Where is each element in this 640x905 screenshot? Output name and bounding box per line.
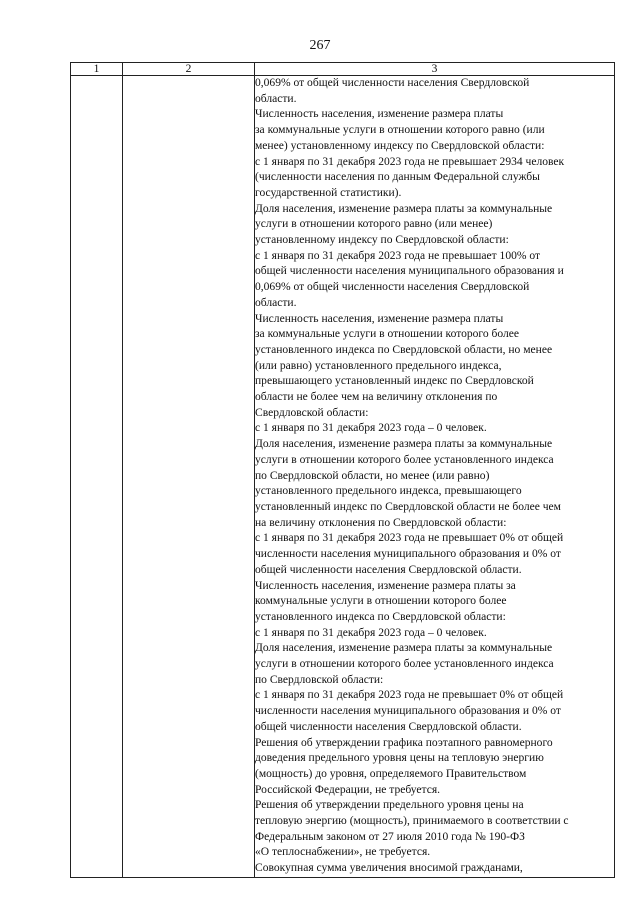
text-line: Совокупная сумма увеличения вносимой гражданами, (255, 862, 523, 875)
text-line: установленному индексу по Свердловской области: (255, 234, 509, 247)
text-line: Свердловской области: (255, 406, 369, 419)
text-line: Федеральным законом от 27 июля 2010 года № 190-ФЗ (255, 830, 525, 843)
text-line: области. (255, 296, 297, 309)
text-line: 0,069% от общей численности населения Свердловской (255, 77, 530, 89)
text-line: с 1 января по 31 декабря 2023 года не превышает 2934 человек (255, 155, 565, 168)
text-line: за коммунальные услуги в отношении которого равно (или (255, 124, 545, 137)
text-line: Доля населения, изменение размера платы за коммунальные (255, 642, 553, 655)
column-header-3: 3 (255, 63, 615, 76)
text-line: общей численности населения Свердловской области. (255, 563, 522, 576)
text-line: установленного индекса по Свердловской области: (255, 610, 506, 623)
cell-col2 (123, 76, 255, 878)
text-line: (численности населения по данным Федеральной службы (255, 171, 540, 184)
text-line: (мощность) до уровня, определяемого Правительством (255, 767, 527, 780)
text-line: Решения об утверждении предельного уровня цены на (255, 799, 524, 812)
text-line: области не более чем на величину отклонения по (255, 391, 498, 404)
text-line: по Свердловской области: (255, 673, 384, 686)
text-line: с 1 января по 31 декабря 2023 года не превышает 100% от (255, 249, 541, 262)
document-table (70, 62, 615, 878)
text-line: тепловую энергию (мощность), принимаемого в соответствии с (255, 815, 569, 828)
text-line: с 1 января по 31 декабря 2023 года – 0 человек. (255, 626, 487, 639)
text-line: Доля населения, изменение размера платы за коммунальные (255, 202, 553, 215)
text-line: Доля населения, изменение размера платы за коммунальные (255, 438, 553, 451)
text-line: услуги в отношении которого более установленного индекса (255, 453, 554, 466)
text-line: «О теплоснабжении», не требуется. (255, 846, 431, 859)
text-line: услуги в отношении которого более установленного индекса (255, 658, 554, 671)
text-line: на величину отклонения по Свердловской области: (255, 516, 507, 529)
text-line: Численность населения, изменение размера платы за (255, 579, 516, 592)
text-line: с 1 января по 31 декабря 2023 года – 0 человек. (255, 422, 487, 435)
cell-col1 (71, 76, 123, 878)
text-line: Решения об утверждении графика поэтапного равномерного (255, 736, 553, 749)
text-line: установленного предельного индекса, превышающего (255, 485, 522, 498)
text-line: с 1 января по 31 декабря 2023 года не превышает 0% от общей (255, 689, 564, 702)
text-line: численности населения муниципального образования и 0% от (255, 548, 561, 561)
text-line: общей численности населения Свердловской области. (255, 720, 522, 733)
text-line: установленного индекса по Свердловской области, но менее (255, 343, 553, 356)
text-line: области. (255, 92, 297, 105)
text-line: Численность населения, изменение размера платы (255, 312, 504, 325)
text-line: коммунальные услуги в отношении которого более (255, 595, 507, 608)
text-line: Численность населения, изменение размера платы (255, 108, 504, 121)
text-line: доведения предельного уровня цены на тепловую энергию (255, 752, 544, 765)
text-line: (или равно) установленного предельного индекса, (255, 359, 502, 372)
text-line: превышающего установленный индекс по Свердловской (255, 375, 534, 388)
text-line: с 1 января по 31 декабря 2023 года не превышает 0% от общей (255, 532, 564, 545)
table-row (71, 76, 615, 878)
text-line: за коммунальные услуги в отношении которого более (255, 328, 520, 341)
text-line: государственной статистики). (255, 186, 402, 199)
column-header-2: 2 (123, 63, 255, 76)
page-number: 267 (309, 38, 331, 53)
text-line: Российской Федерации, не требуется. (255, 783, 441, 796)
text-line: общей численности населения муниципального образования и (255, 265, 564, 278)
table-header-row (71, 63, 615, 76)
text-line: менее) установленному индексу по Свердловской области: (255, 139, 545, 152)
text-line: численности населения муниципального образования и 0% от (255, 705, 561, 718)
text-line: услуги в отношении которого равно (или менее) (255, 218, 493, 231)
cell-col3-text (255, 76, 615, 878)
text-line: по Свердловской области, но менее (или равно) (255, 469, 490, 482)
column-header-1: 1 (71, 63, 123, 76)
text-line: 0,069% от общей численности населения Свердловской (255, 281, 530, 294)
text-line: установленный индекс по Свердловской области не более чем (255, 500, 561, 513)
